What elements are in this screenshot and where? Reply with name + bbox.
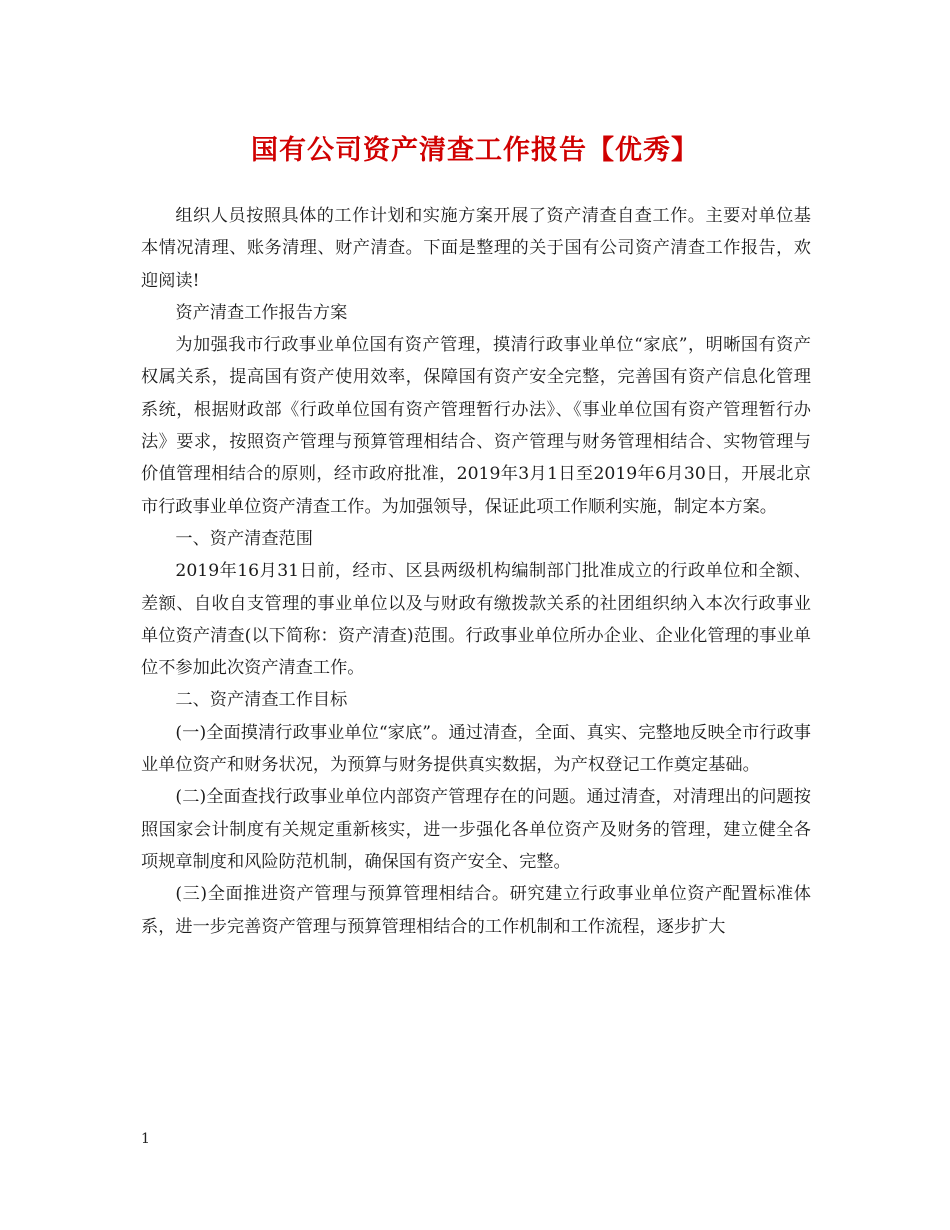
page-number: 1	[141, 1131, 150, 1147]
paragraph-background: 为加强我市行政事业单位国有资产管理，摸清行政事业单位“家底”，明晰国有资产权属关系，提高国有资产使用效率，保障国有资产安全完整，完善国有资产信息化管理系统，根据财政部《行政单位国有资产管理暂行办法》、《事业单位国有资产管理暂行办法》要求，按照资产管理与预算管理相结合、资产管理与财务管理相结合、实物管理与价值管理相结合的原则，经市政府批准，2019年3月1日至2019年6月30日，开展北京市行政事业单位资产清查工作。为加强领导，保证此项工作顺利实施，制定本方案。	[141, 335, 811, 517]
paragraph-intro: 组织人员按照具体的工作计划和实施方案开展了资产清查自查工作。主要对单位基本情况清理、账务清理、财产清查。下面是整理的关于国有公司资产清查工作报告，欢迎阅读!	[141, 206, 811, 291]
paragraph-goal-1: (一)全面摸清行政事业单位“家底”。通过清查，全面、真实、完整地反映全市行政事业单位资产和财务状况，为预算与财务提供真实数据，为产权登记工作奠定基础。	[141, 722, 811, 776]
paragraph-goal-2: (二)全面查找行政事业单位内部资产管理存在的问题。通过清查，对清理出的问题按照国家会计制度有关规定重新核实，进一步强化各单位资产及财务的管理，建立健全各项规章制度和风险防范机制，确保国有资产安全、完整。	[141, 787, 811, 872]
section-heading-goals: 二、资产清查工作目标	[175, 690, 348, 711]
document-title: 国有公司资产清查工作报告【优秀】	[251, 135, 699, 166]
paragraph-scope: 2019年16月31日前，经市、区县两级机构编制部门批准成立的行政单位和全额、差额、自收自支管理的事业单位以及与财政有缴拨款关系的社团组织纳入本次行政事业单位资产清查(以下简称：资产清查)范围。行政事业单位所办企业、企业化管理的事业单位不参加此次资产清查工作。	[141, 561, 811, 679]
paragraph-heading-plan: 资产清查工作报告方案	[175, 302, 348, 323]
section-heading-scope: 一、资产清查范围	[175, 528, 313, 549]
paragraph-goal-3: (三)全面推进资产管理与预算管理相结合。研究建立行政事业单位资产配置标准体系，进一步完善资产管理与预算管理相结合的工作机制和工作流程，逐步扩大	[141, 884, 811, 937]
document-body	[141, 200, 811, 943]
